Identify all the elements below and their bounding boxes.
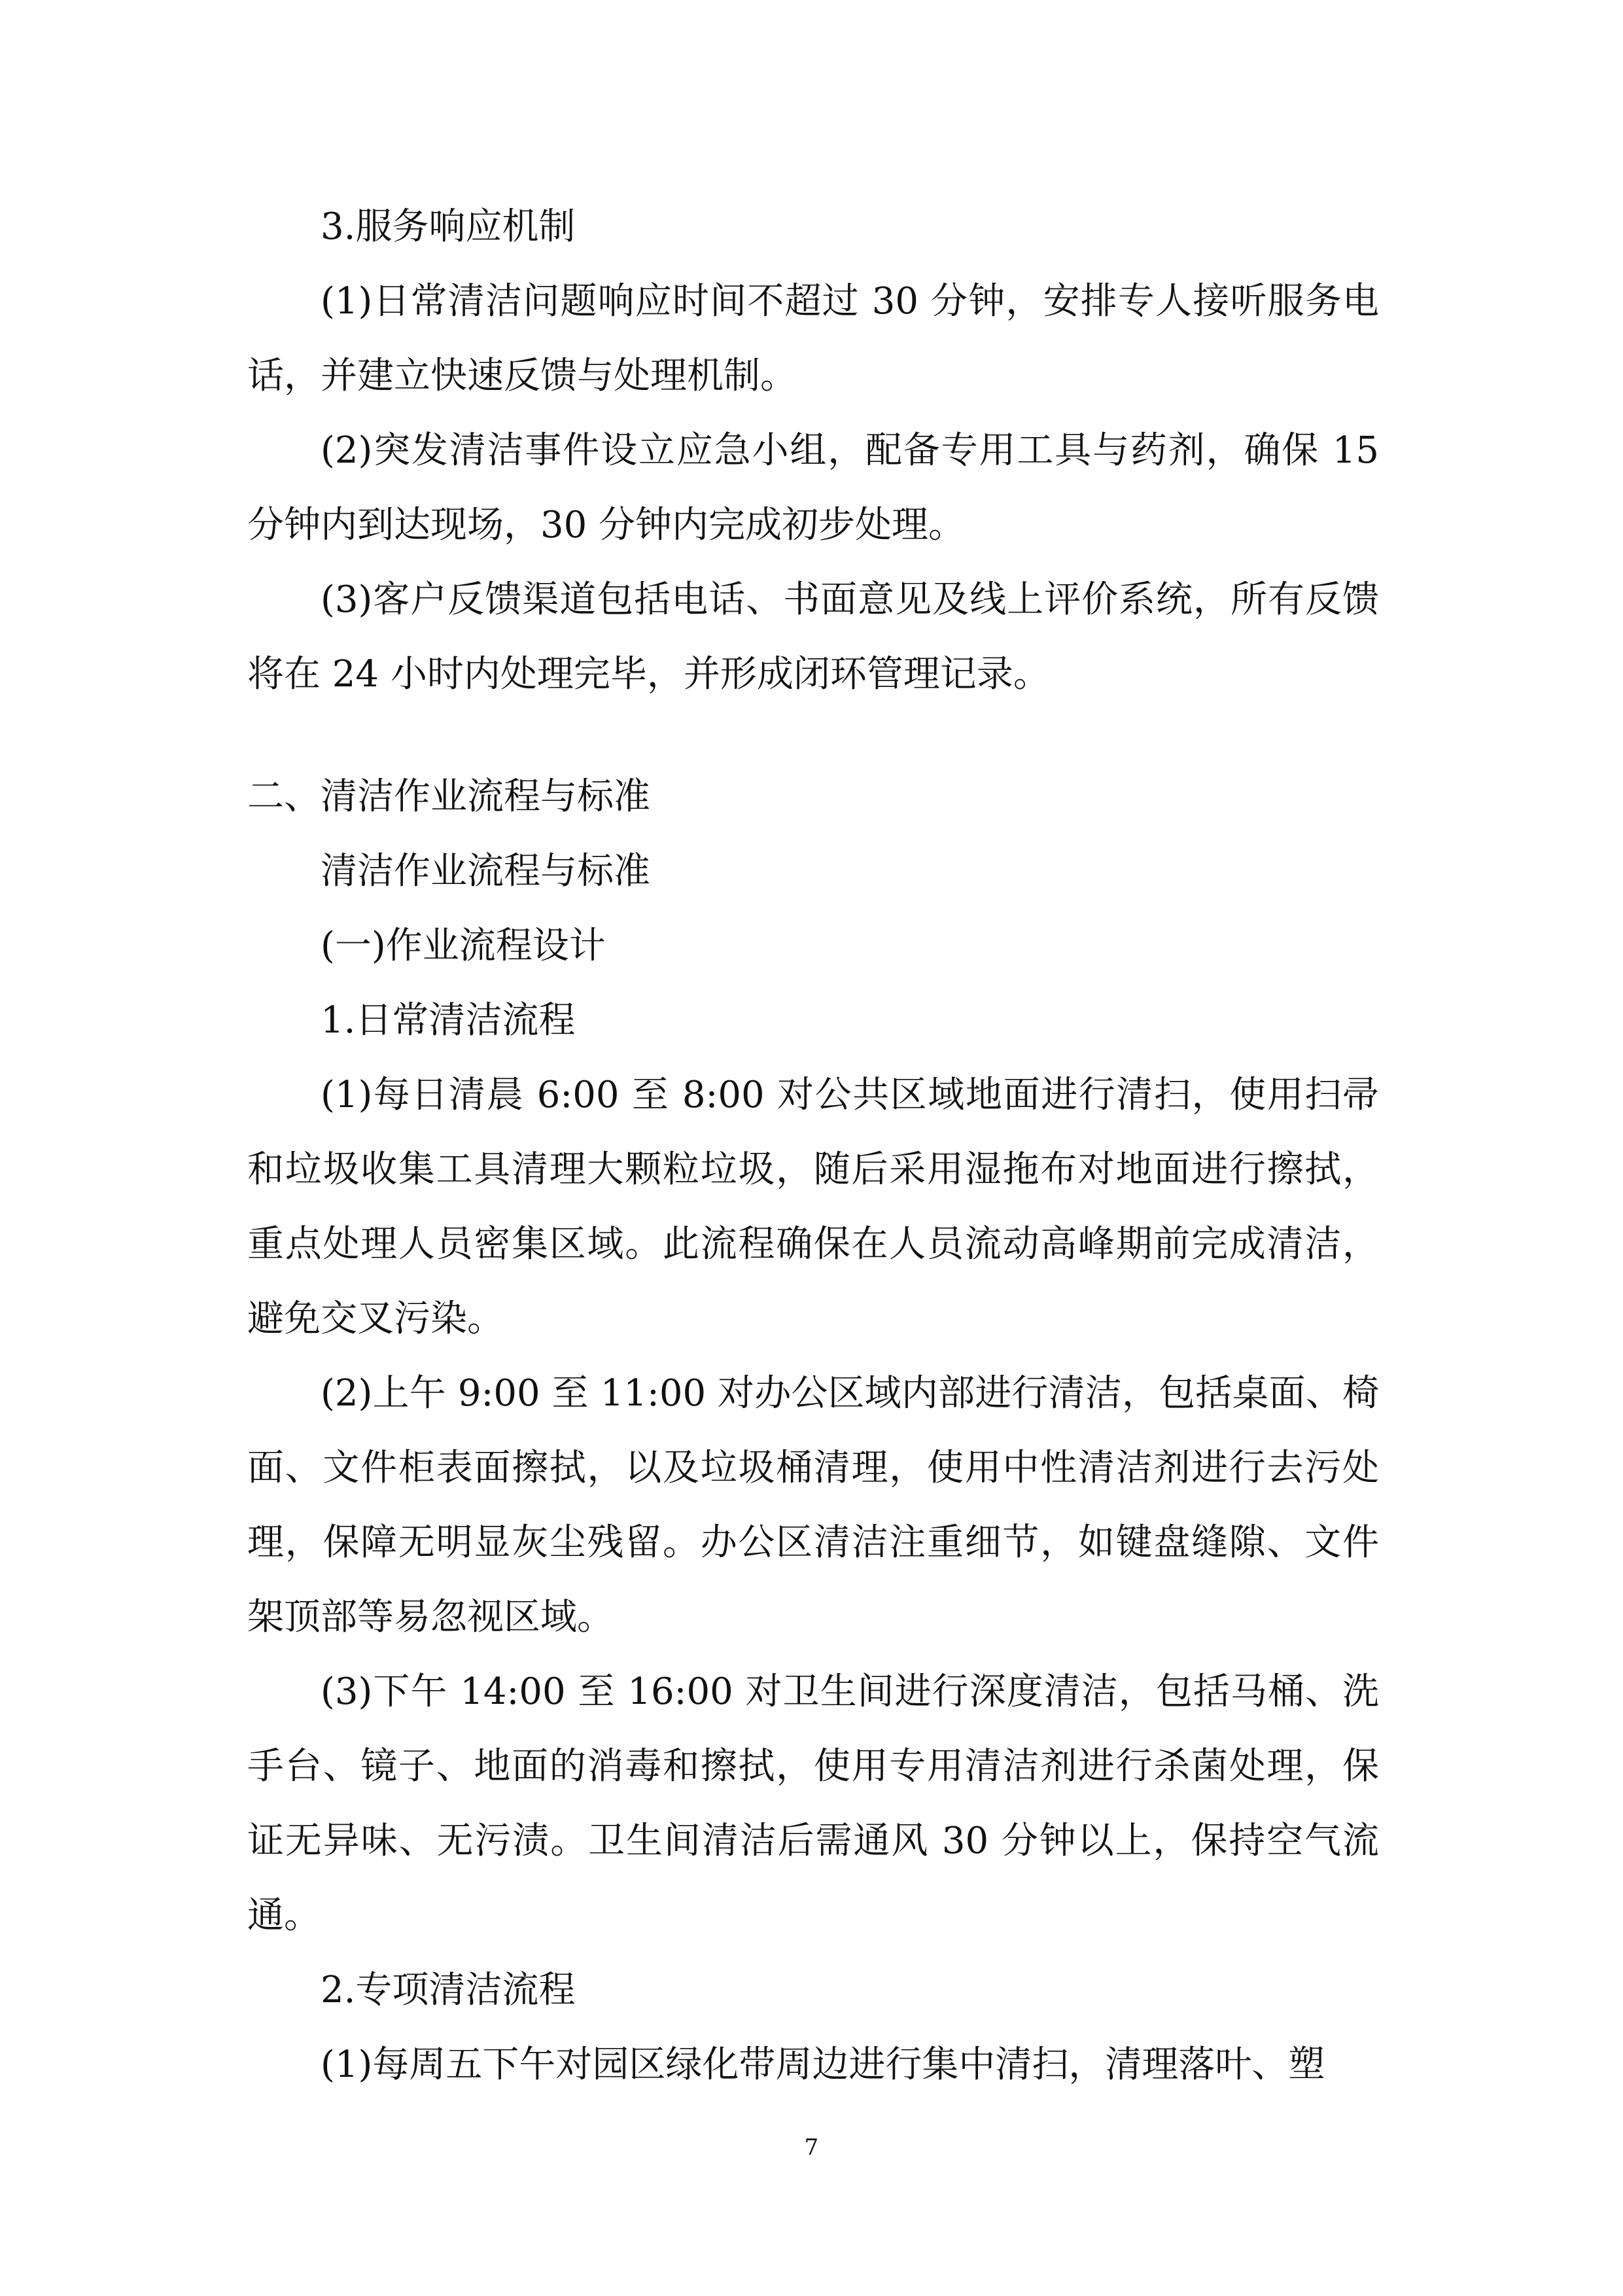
paragraph-restroom-cleaning: (3)下午 14:00 至 16:00 对卫生间进行深度清洁，包括马桶、洗手台、镜子、地面的消毒和擦拭，使用专用清洁剂进行杀菌处理，保证无异味、无污渍。卫生间清洁后需通风 30 分钟以上，保持空气流通。: [247, 1670, 1379, 1937]
paragraph-section-subtitle: 清洁作业流程与标准: [321, 850, 650, 892]
section-heading-cleaning-process: 二、清洁作业流程与标准: [247, 775, 650, 818]
subsection-heading-service-response: 3.服务响应机制: [321, 205, 576, 248]
document-body: [247, 190, 1379, 2102]
paragraph-feedback-channels: (3)客户反馈渠道包括电话、书面意见及线上评价系统，所有反馈将在 24 小时内处理完毕，并形成闭环管理记录。: [247, 578, 1379, 696]
heading-process-design: (一)作业流程设计: [321, 925, 606, 967]
paragraph-green-belt-cleaning: (1)每周五下午对园区绿化带周边进行集中清扫，清理落叶、塑: [321, 2043, 1325, 2086]
page-number: 7: [804, 2134, 819, 2161]
paragraph-office-cleaning: (2)上午 9:00 至 11:00 对办公区域内部进行清洁，包括桌面、椅面、文件柜表面擦拭，以及垃圾桶清理，使用中性清洁剂进行去污处理，保障无明显灰尘残留。办公区清洁注重细节，如键盘缝隙、文件架顶部等易忽视区域。: [247, 1372, 1379, 1638]
paragraph-morning-public-areas: (1)每日清晨 6:00 至 8:00 对公共区域地面进行清扫，使用扫帚和垃圾收集工具清理大颗粒垃圾，随后采用湿拖布对地面进行擦拭，重点处理人员密集区域。此流程确保在人员流动高峰期前完成清洁，避免交叉污染。: [247, 1074, 1379, 1340]
heading-daily-cleaning: 1.日常清洁流程: [321, 999, 576, 1042]
section-spacer: [247, 712, 1379, 760]
heading-special-cleaning: 2.专项清洁流程: [321, 1969, 576, 2011]
paragraph-emergency-team: (2)突发清洁事件设立应急小组，配备专用工具与药剂，确保 15 分钟内到达现场，30 分钟内完成初步处理。: [247, 429, 1379, 546]
paragraph-response-time: (1)日常清洁问题响应时间不超过 30 分钟，安排专人接听服务电话，并建立快速反馈与处理机制。: [247, 280, 1379, 397]
